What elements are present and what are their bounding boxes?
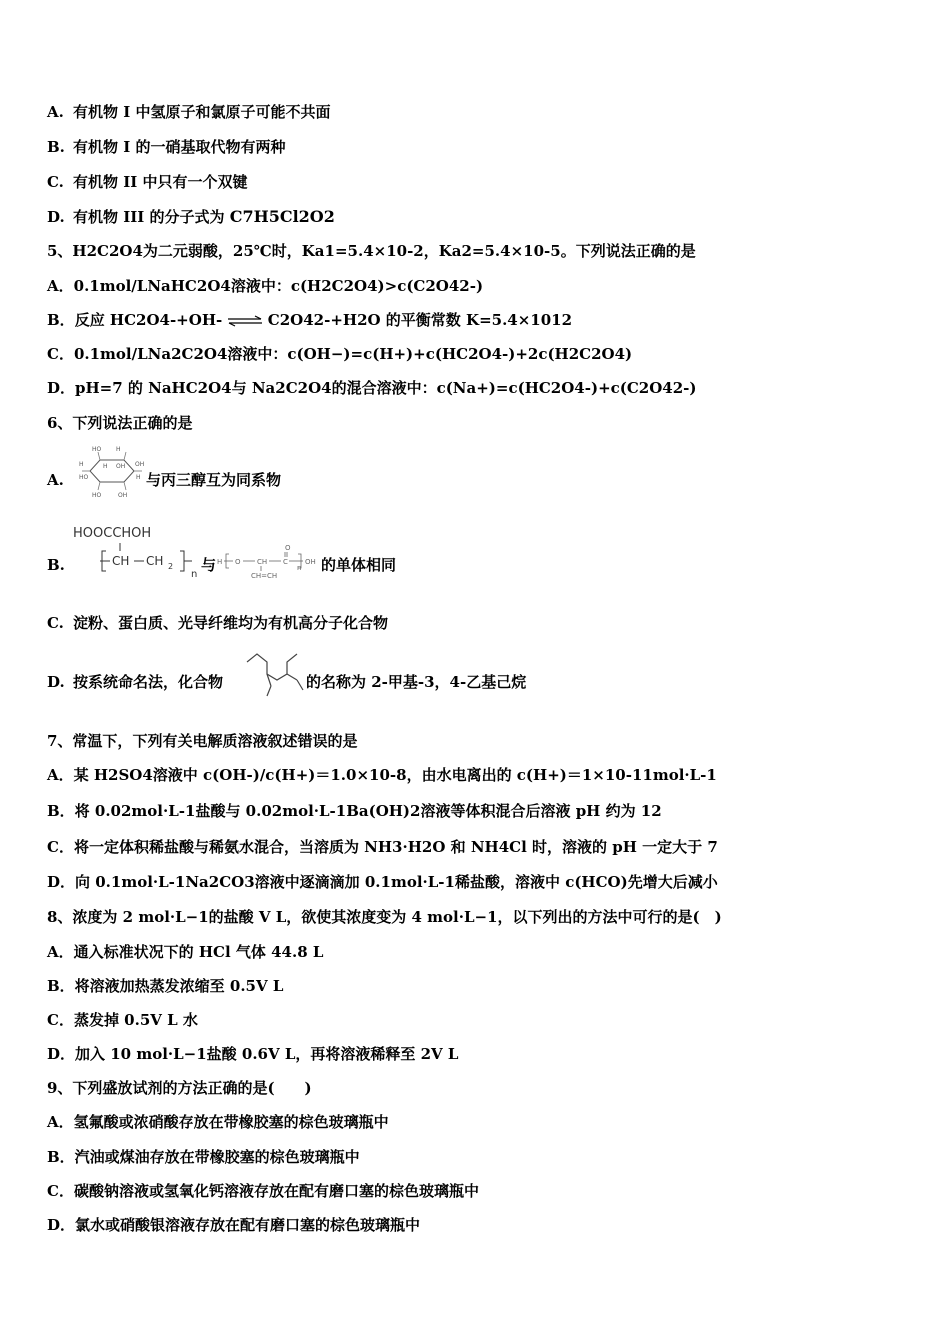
svg-text:n: n (297, 564, 302, 572)
svg-text:O: O (235, 558, 241, 566)
q9-option-b: B．汽油或煤油存放在带橡胶塞的棕色玻璃瓶中 (47, 1148, 360, 1166)
q9-option-d: D．氯水或硝酸银溶液存放在配有磨口塞的棕色玻璃瓶中 (47, 1216, 421, 1234)
q5-option-c: C．0.1mol/LNa2C2O4溶液中：c(OH−)=c(H+)+c(HC2O4-)+2c(H2C2O4) (47, 345, 633, 363)
q9-option-c: C．碳酸钠溶液或氢氧化钙溶液存放在配有磨口塞的棕色玻璃瓶中 (47, 1182, 479, 1200)
svg-text:2: 2 (168, 562, 174, 571)
svg-text:OH: OH (116, 463, 126, 470)
q7-option-b: B．将 0.02mol·L-1盐酸与 0.02mol·L-1Ba(OH)2溶液等体积混合后溶液 pH 约为 12 (47, 802, 662, 820)
q8-option-c: C．蒸发掉 0.5V L 水 (47, 1011, 198, 1029)
q5-option-d: D．pH=7 的 NaHC2O4与 Na2C2O4的混合溶液中：c(Na+)=c(HC2O4-)+c(C2O42-) (47, 379, 697, 397)
svg-text:O: O (285, 544, 291, 552)
q8-option-a: A．通入标准状况下的 HCl 气体 44.8 L (47, 943, 324, 961)
q4-option-d: D. 有机物 III 的分子式为 C7H5Cl2O2 (47, 207, 335, 226)
q9-option-a: A．氢氟酸或浓硝酸存放在带橡胶塞的棕色玻璃瓶中 (47, 1113, 389, 1131)
q4-option-c: C. 有机物 II 中只有一个双键 (47, 173, 248, 191)
polyester-structure-icon (217, 540, 321, 580)
alkane-skeleton-icon (243, 648, 305, 700)
svg-text:CH: CH (112, 554, 130, 568)
q7-option-c: C．将一定体积稀盐酸与稀氨水混合，当溶质为 NH3·H2O 和 NH4Cl 时，溶液的 pH 一定大于 7 (47, 838, 718, 856)
svg-text:OH: OH (118, 492, 128, 498)
q5-option-a: A．0.1mol/LNaHC2O4溶液中：c(H2C2O4)>c(C2O42-) (47, 277, 484, 295)
q6-stem: 6、下列说法正确的是 (47, 414, 193, 432)
q7-stem: 7、常温下，下列有关电解质溶液叙述错误的是 (47, 732, 358, 750)
q6-b-side-group: HOOCCHOH (73, 526, 152, 541)
q8-option-d: D．加入 10 mol·L−1盐酸 0.6V L，再将溶液稀释至 2V L (47, 1045, 459, 1063)
svg-text:CH=CH: CH=CH (251, 572, 278, 580)
svg-text:H: H (103, 463, 108, 470)
svg-text:H: H (79, 461, 84, 468)
q9-stem: 9、下列盛放试剂的方法正确的是( ) (47, 1079, 312, 1097)
q8-stem: 8、浓度为 2 mol·L−1的盐酸 V L，欲使其浓度变为 4 mol·L−1，以下列出的方法中可行的是( ) (47, 908, 722, 926)
svg-text:CH: CH (257, 558, 268, 566)
q6-option-c: C. 淀粉、蛋白质、光导纤维均为有机高分子化合物 (47, 614, 389, 632)
q6-option-b-text: 的单体相同 (321, 556, 397, 574)
svg-text:H: H (136, 474, 141, 481)
q4-option-b: B. 有机物 I 的一硝基取代物有两种 (47, 138, 286, 156)
svg-text:OH: OH (135, 461, 145, 468)
q4-option-a: A. 有机物 I 中氢原子和氯原子可能不共面 (47, 103, 331, 121)
q7-option-a: A．某 H2SO4溶液中 c(OH-)/c(H+)＝1.0×10-8，由水电离出的 c(H+)＝1×10-11mol·L-1 (47, 766, 717, 784)
svg-text:HO: HO (79, 474, 89, 481)
q6-option-b: B. (47, 556, 65, 574)
svg-text:HO: HO (92, 446, 102, 453)
svg-text:C: C (283, 558, 288, 566)
q6-option-b-mid: 与 (201, 556, 217, 574)
q5-option-b: B．反应 HC2O4-+OH- C2O42-+H2O 的平衡常数 K=5.4×1012 (47, 311, 573, 329)
inositol-structure-icon (78, 444, 146, 498)
q7-option-d: D．向 0.1mol·L-1Na2CO3溶液中逐滴滴加 0.1mol·L-1稀盐酸，溶液中 c(HCO)先增大后减小 (47, 873, 718, 891)
q6-option-a-text: 与丙三醇互为同系物 (146, 471, 282, 489)
svg-text:HO: HO (92, 492, 102, 498)
q6-option-d: D. 按系统命名法，化合物 (47, 673, 224, 691)
polymer-structure-icon (100, 543, 200, 579)
svg-text:OH: OH (305, 558, 316, 566)
q6-option-d-text: 的名称为 2-甲基-3，4-乙基己烷 (306, 673, 527, 691)
svg-text:n: n (191, 569, 198, 579)
svg-text:CH: CH (146, 554, 164, 568)
svg-text:H: H (116, 446, 121, 453)
svg-text:H: H (217, 558, 223, 566)
q6-option-a: A. (47, 471, 64, 489)
equilibrium-arrow-icon (227, 315, 263, 327)
q5-stem: 5、H2C2O4为二元弱酸，25℃时，Ka1=5.4×10-2，Ka2=5.4×10-5。下列说法正确的是 (47, 242, 696, 260)
q8-option-b: B．将溶液加热蒸发浓缩至 0.5V L (47, 977, 284, 995)
